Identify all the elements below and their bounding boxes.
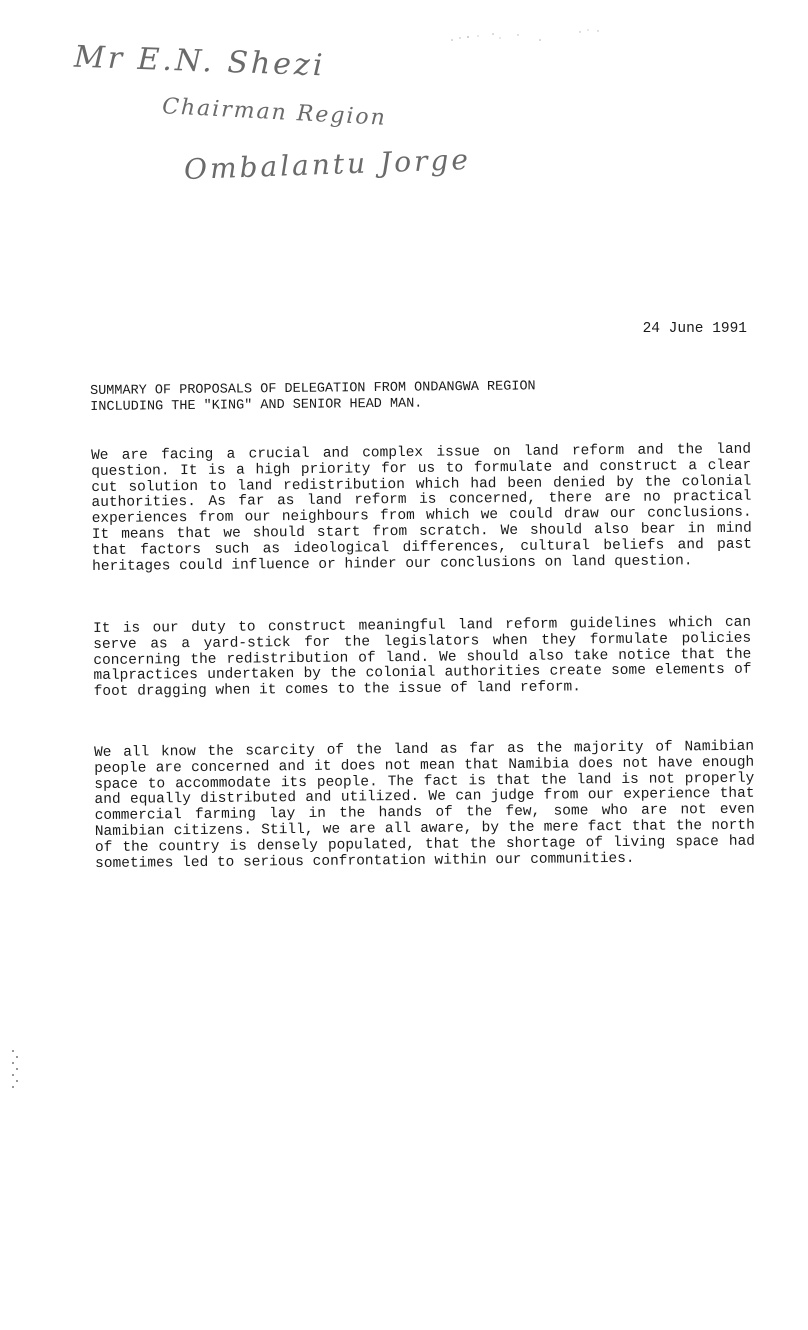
- scan-noise: [448, 26, 618, 46]
- title-line-1: SUMMARY OF PROPOSALS OF DELEGATION FROM ONDANGWA REGION: [90, 379, 536, 399]
- handwritten-line-2: Chairman Region: [161, 94, 388, 131]
- handwritten-annotation: [60, 30, 472, 210]
- handwritten-line-1: Mr E.N. Shezi: [73, 39, 327, 84]
- handwritten-line-3: Ombalantu Jorge: [183, 143, 472, 186]
- paragraph-1: We are facing a crucial and complex issue on land reform and the land question. It is a high priority for us to formulate and construct a clear cut solution to land redistribution which had been denied by the colonial authorities. As far as land reform is concerned, there are no practical experiences from our neighbours from which we could draw our conclusions. It means that we should start from scratch. We should also bear in mind that factors such as ideological differences, cultural beliefs and past heritages could influence or hinder our conclusions on land question.: [90, 441, 753, 575]
- scan-margin-marks: [8, 1048, 22, 1092]
- paragraph-2: It is our duty to construct meaningful land reform guidelines which can serve as a yard-stick for the legislators when they formulate policies concerning the redistribution of land. We should also take notice that the malpractices undertaken by the colonial authorities create some elements of foot dragging when it comes to the issue of land reform.: [92, 614, 752, 701]
- document-title: [90, 378, 650, 416]
- document-date: 24 June 1991: [642, 321, 747, 337]
- title-line-2: INCLUDING THE "KING" AND SENIOR HEAD MAN.: [90, 396, 423, 415]
- paragraph-3: We all know the scarcity of the land as far as the majority of Namibian people are concerned and it does not mean that Namibia does not have enough space to accommodate its people. The fact is that the land is not properly and equally distributed and utilized. We can judge from our experience that commercial farming lay in the hands of the few, some who are not even Namibian citizens. Still, we are all aware, by the mere fact that the north of the country is densely populated, that the shortage of living space had sometimes led to serious confrontation within our communities.: [93, 738, 756, 872]
